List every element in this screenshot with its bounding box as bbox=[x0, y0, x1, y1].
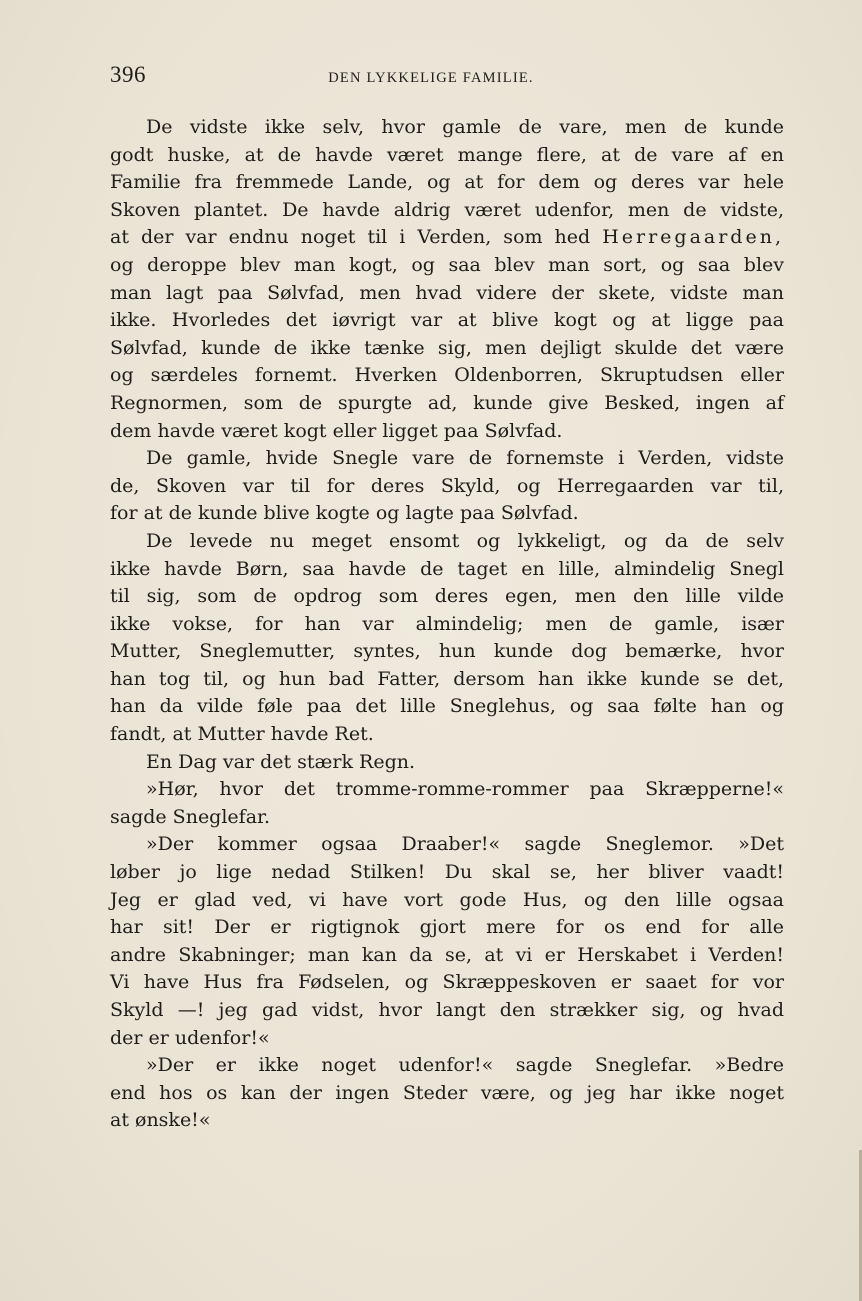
text-line: at ønske!« bbox=[110, 1109, 211, 1132]
text-line: og særdeles fornemt. Hverken Oldenborren, Skruptudsen eller bbox=[110, 364, 784, 387]
text-line: Vi have Hus fra Fødselen, og Skræppeskoven er saaet for vor bbox=[110, 971, 784, 994]
text-line: og deroppe blev man kogt, og saa blev man sort, og saa blev bbox=[110, 253, 784, 276]
text-line: Mutter, Sneglemutter, syntes, hun kunde dog bemærke, hvor bbox=[110, 640, 784, 663]
text-line: han da vilde føle paa det lille Sneglehus, og saa følte han og bbox=[110, 695, 784, 718]
text-line: de, Skoven var til for deres Skyld, og Herregaarden var til, bbox=[110, 474, 784, 497]
text-line: De vidste ikke selv, hvor gamle de vare, men de kunde bbox=[146, 116, 784, 138]
text-line: end hos os kan der ingen Steder være, og jeg har ikke noget bbox=[110, 1081, 784, 1104]
text-line: fandt, at Mutter havde Ret. bbox=[110, 723, 374, 746]
text-line: har sit! Der er rigtignok gjort mere for os end for alle bbox=[110, 916, 784, 939]
text-line: Skoven plantet. De havde aldrig været udenfor, men de vidste, bbox=[110, 198, 784, 221]
text-line: ikke vokse, for han var almindelig; men de gamle, især bbox=[110, 612, 784, 635]
text-line: Regnormen, som de spurgte ad, kunde give Besked, ingen af bbox=[110, 391, 784, 414]
text-line: »Der kommer ogsaa Draaber!« sagde Sneglemor. »Det bbox=[146, 833, 784, 856]
text-line: andre Skabninger; man kan da se, at vi er Herskabet i Verden! bbox=[110, 943, 784, 966]
text-line: Sølvfad, kunde de ikke tænke sig, men dejligt skulde det være bbox=[110, 336, 784, 359]
text-line: dem havde været kogt eller ligget paa Sølvfad. bbox=[110, 419, 563, 442]
text-line bbox=[110, 224, 784, 252]
text-line: ikke. Hvorledes det iøvrigt var at blive kogt og at ligge paa bbox=[110, 309, 784, 332]
text-line: man lagt paa Sølvfad, men hvad videre der skete, vidste man bbox=[110, 281, 784, 304]
emphasized-word: Herregaarden, bbox=[602, 226, 784, 249]
text-line: løber jo lige nedad Stilken! Du skal se, her bliver vaadt! bbox=[110, 861, 784, 884]
text-line: De gamle, hvide Snegle vare de fornemste i Verden, vidste bbox=[146, 447, 784, 470]
text-line: sagde Sneglefar. bbox=[110, 805, 271, 828]
running-head: DEN LYKKELIGE FAMILIE. bbox=[328, 70, 534, 86]
text-line: Skyld —! jeg gad vidst, hvor langt den strækker sig, og hvad bbox=[110, 999, 784, 1021]
text-line: ikke havde Børn, saa havde de taget en lille, almindelig Snegl bbox=[110, 557, 784, 580]
text-line: godt huske, at de havde været mange flere, at de vare af en bbox=[110, 143, 784, 166]
text-line: En Dag var det stærk Regn. bbox=[146, 750, 416, 773]
text-line: »Hør, hvor det tromme-romme-rommer paa Skræpperne!« bbox=[146, 778, 784, 801]
text-line: Jeg er glad ved, vi have vort gode Hus, og den lille ogsaa bbox=[110, 888, 784, 911]
page-number: 396 bbox=[110, 62, 146, 87]
text-line: De levede nu meget ensomt og lykkeligt, og da de selv bbox=[146, 529, 784, 552]
text-line: han tog til, og hun bad Fatter, dersom han ikke kunde se det, bbox=[110, 667, 784, 690]
text-line: til sig, som de opdrog som deres egen, men den lille vilde bbox=[110, 585, 784, 608]
text-line: »Der er ikke noget udenfor!« sagde Sneglefar. »Bedre bbox=[146, 1054, 784, 1077]
text-segment: at der var endnu noget til i Verden, som hed bbox=[110, 226, 591, 249]
text-line: Familie fra fremmede Lande, og at for dem og deres var hele bbox=[110, 171, 784, 194]
body-text bbox=[110, 114, 784, 1135]
text-line: der er udenfor!« bbox=[110, 1026, 270, 1049]
text-line: for at de kunde blive kogte og lagte paa Sølvfad. bbox=[110, 502, 579, 525]
